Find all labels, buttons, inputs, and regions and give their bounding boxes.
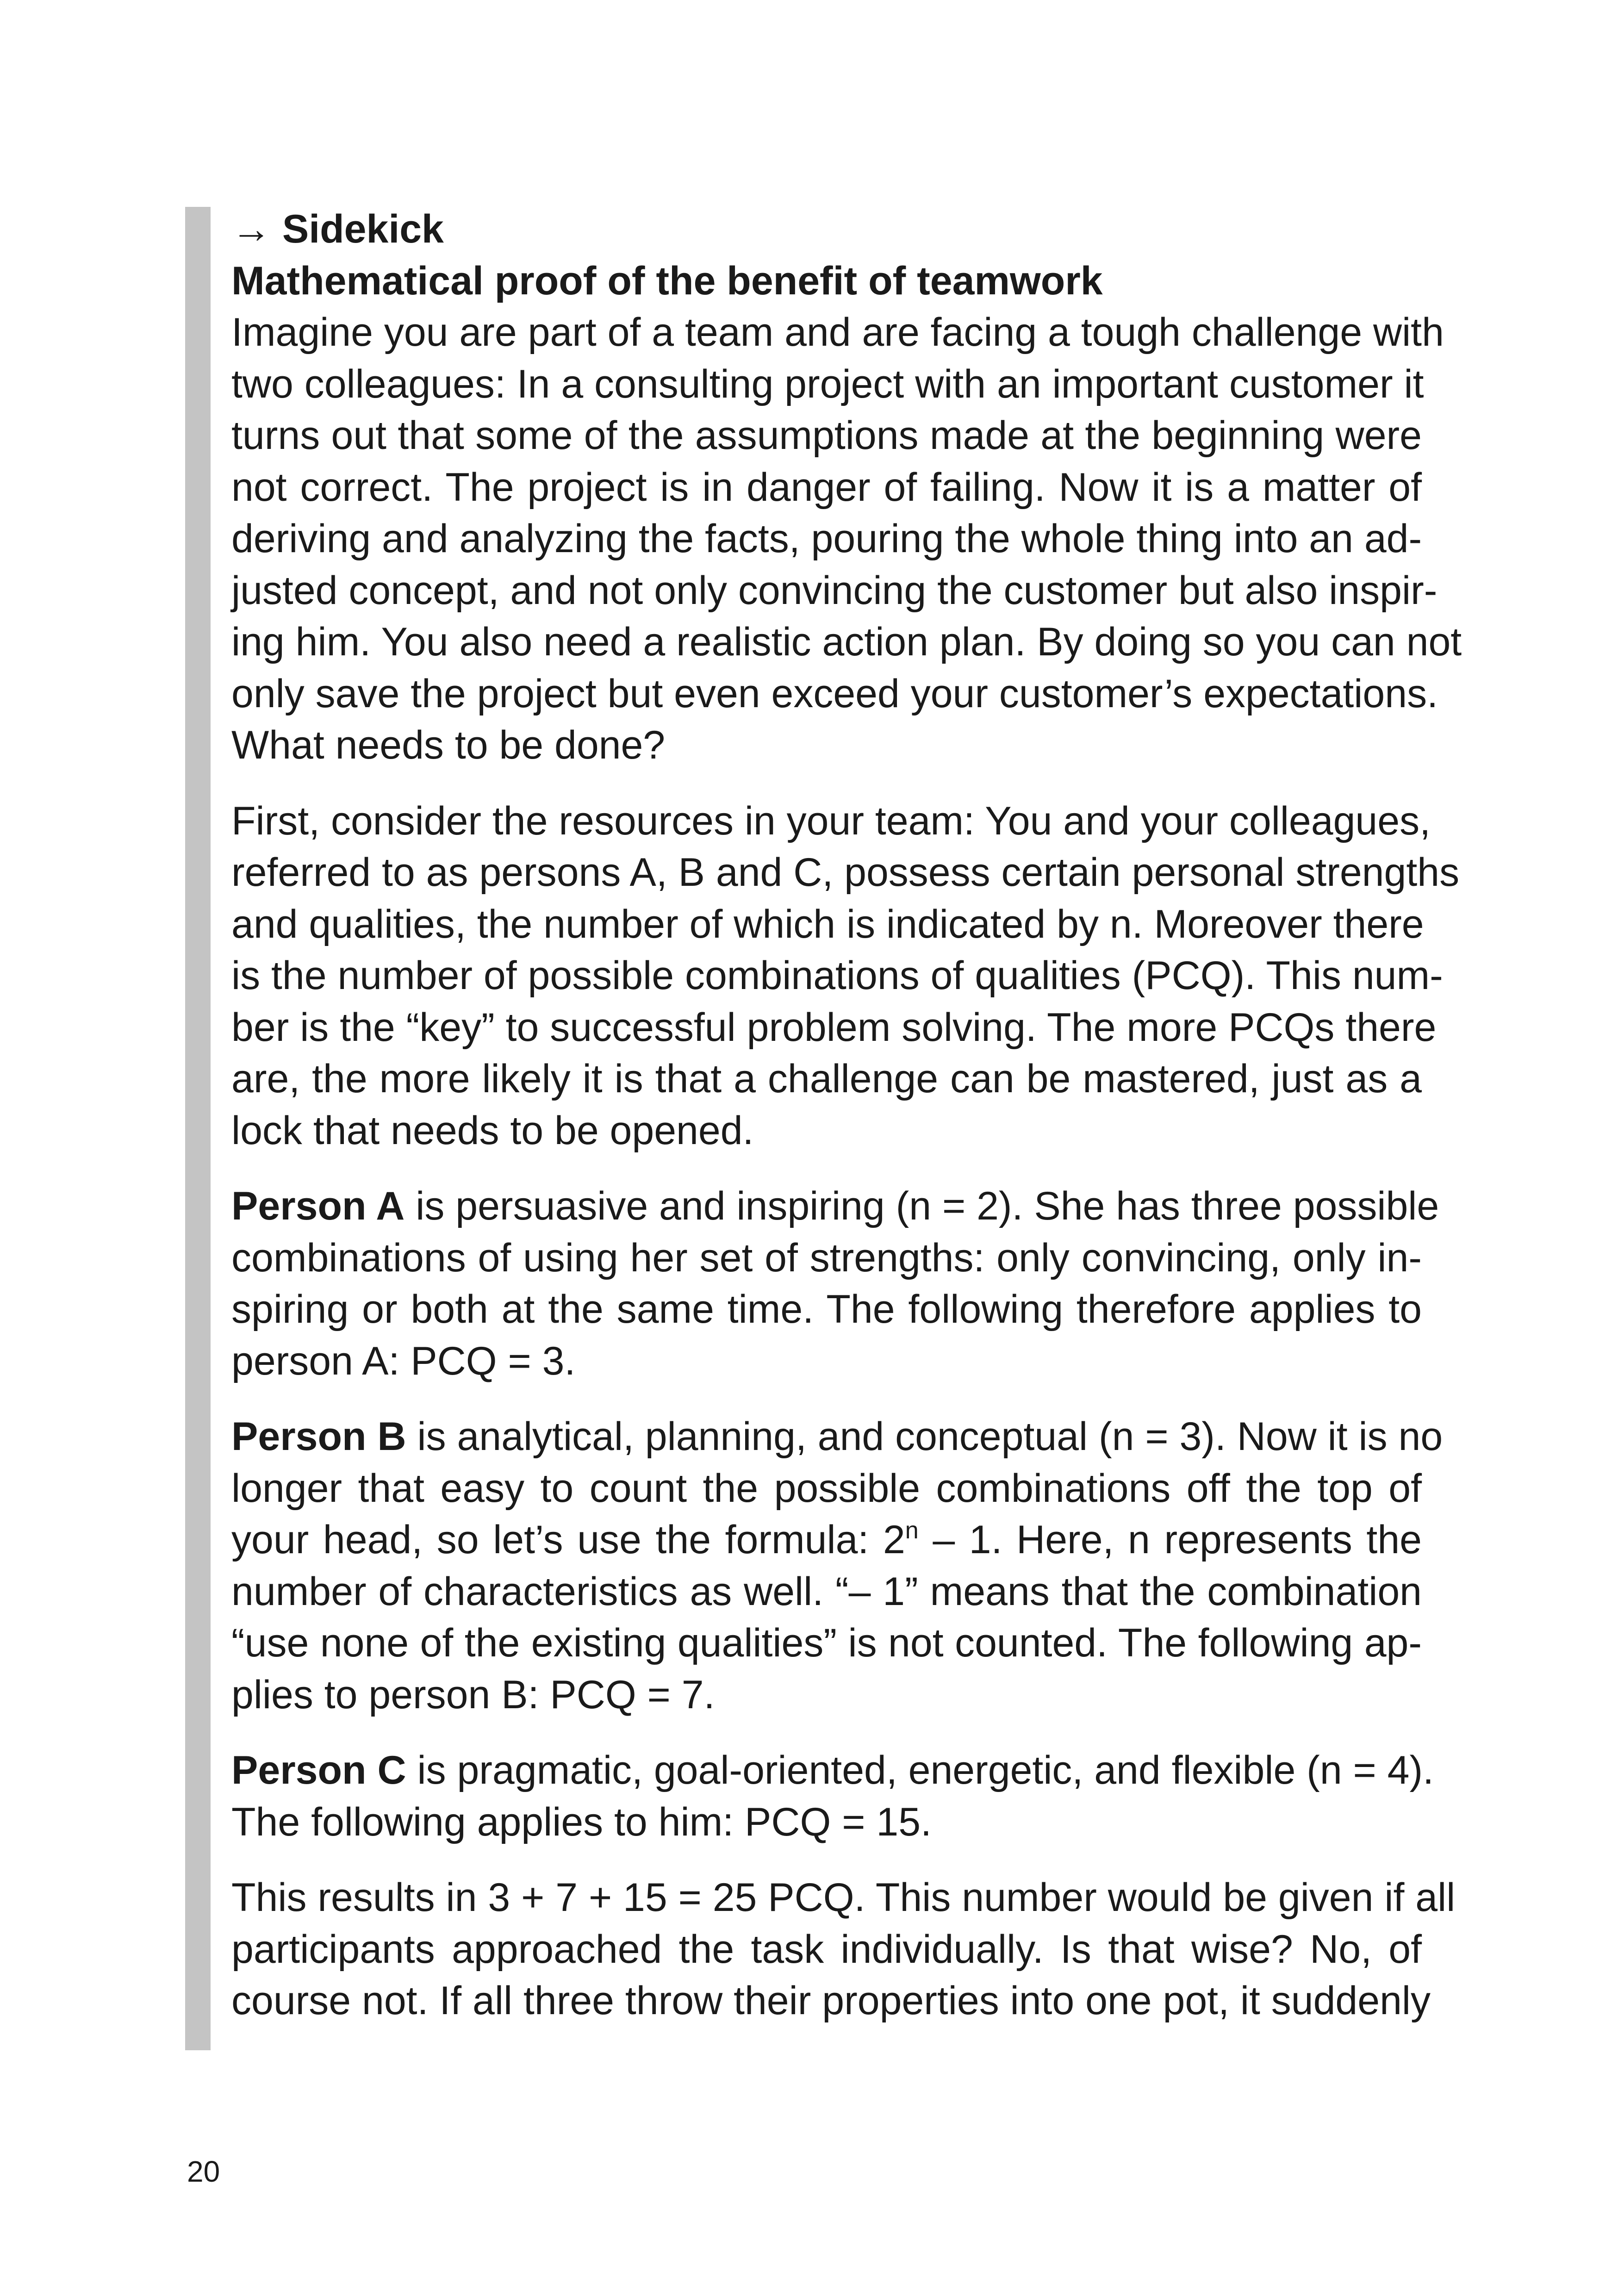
text-line: What needs to be done?	[231, 723, 666, 767]
text-span: is pragmatic, goal-oriented, energetic, and flexible (n = 4).	[406, 1748, 1434, 1792]
text-line	[231, 1181, 1439, 1232]
text-line: referred to as persons A, B and C, possess certain personal strengths	[231, 850, 1460, 895]
text-line: The following applies to him: PCQ = 15.	[231, 1799, 932, 1844]
paragraph-person-c	[231, 1745, 1434, 1848]
text-line: number of characteristics as well. “– 1” means that the combination	[231, 1569, 1422, 1614]
text-line: and qualities, the number of which is indicated by n. Moreover there	[231, 902, 1424, 946]
sidekick-box	[231, 204, 1462, 2027]
text-line: turns out that some of the assumptions made at the beginning were	[231, 413, 1422, 458]
text-line: “use none of the existing qualities” is not counted. The following ap-	[231, 1621, 1422, 1665]
person-c-label: Person C	[231, 1748, 406, 1792]
text-line: justed concept, and not only convincing the customer but also inspir-	[231, 568, 1438, 613]
text-span: – 1. Here, n represents the	[918, 1518, 1422, 1562]
text-line: First, consider the resources in your team: You and your colleagues,	[231, 798, 1431, 843]
text-line: course not. If all three throw their properties into one pot, it suddenly	[231, 1979, 1431, 2023]
paragraph-person-a	[231, 1181, 1439, 1387]
text-line: This results in 3 + 7 + 15 = 25 PCQ. This number would be given if all	[231, 1875, 1456, 1920]
text-line: plies to person B: PCQ = 7.	[231, 1672, 715, 1717]
text-line: not correct. The project is in danger of failing. Now it is a matter of	[231, 465, 1422, 510]
sidekick-box-bar	[185, 207, 211, 2050]
text-line: lock that needs to be opened.	[231, 1108, 754, 1153]
text-line: longer that easy to count the possible combinations off the top of	[231, 1466, 1422, 1511]
text-line: two colleagues: In a consulting project with an important customer it	[231, 361, 1424, 406]
text-line	[231, 1745, 1434, 1797]
text-line: only save the project but even exceed your customer’s expectations.	[231, 671, 1438, 716]
text-line: participants approached the task individually. Is that wise? No, of	[231, 1927, 1422, 1972]
paragraph-resources	[231, 796, 1460, 1157]
text-span: is persuasive and inspiring (n = 2). She has three possible	[404, 1184, 1439, 1228]
text-line: is the number of possible combinations of qualities (PCQ). This num-	[231, 953, 1443, 998]
paragraph-result	[231, 1872, 1456, 2027]
text-line	[231, 1411, 1443, 1463]
box-title: → Sidekick	[231, 207, 444, 251]
text-span: is analytical, planning, and conceptual (n = 3). Now it is no	[406, 1414, 1443, 1459]
text-line: are, the more likely it is that a challenge can be mastered, just as a	[231, 1057, 1422, 1101]
text-line: deriving and analyzing the facts, pouring the whole thing into an ad-	[231, 516, 1422, 561]
text-line: ber is the “key” to successful problem solving. The more PCQs there	[231, 1005, 1437, 1050]
exponent-n: n	[905, 1517, 919, 1544]
text-span: your head, so let’s use the formula: 2	[231, 1518, 905, 1562]
text-line formula-line	[231, 1514, 1422, 1566]
paragraph-person-b	[231, 1411, 1443, 1721]
text-line: combinations of using her set of strengths: only convincing, only in-	[231, 1235, 1422, 1280]
box-subtitle: Mathematical proof of the benefit of teamwork	[231, 258, 1103, 303]
paragraph-intro	[231, 307, 1462, 772]
text-line: ing him. You also need a realistic action plan. By doing so you can not	[231, 620, 1462, 664]
page-number: 20	[187, 2155, 220, 2188]
person-b-label: Person B	[231, 1414, 406, 1459]
text-line: person A: PCQ = 3.	[231, 1338, 576, 1383]
person-a-label: Person A	[231, 1184, 405, 1228]
text-line: spiring or both at the same time. The following therefore applies to	[231, 1287, 1422, 1332]
text-line: Imagine you are part of a team and are facing a tough challenge with	[231, 310, 1444, 355]
